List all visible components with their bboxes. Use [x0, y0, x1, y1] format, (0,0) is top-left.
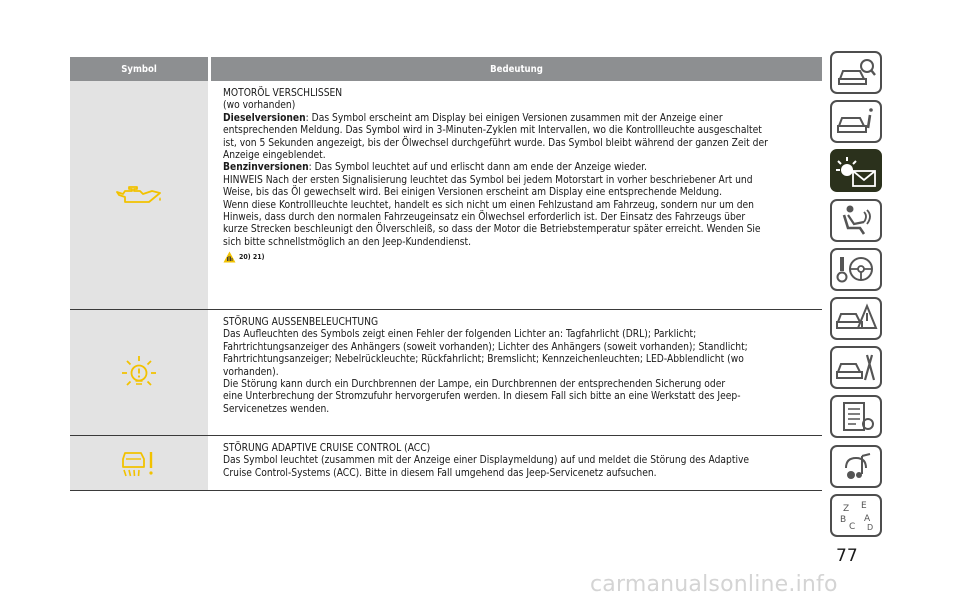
row-subtitle: (wo vorhanden) [223, 100, 296, 112]
svg-text:A: A [864, 514, 871, 525]
svg-text:B: B [840, 515, 847, 526]
tab-safety[interactable] [830, 199, 882, 242]
warning-light-message-icon [834, 153, 878, 189]
text-line: Servicenetzes wenden. [223, 403, 330, 415]
text-line: Fahrtrichtungsanzeiger des Anhängers (soweit vorhanden); Lichter des Anhängers (soweit vorhanden); Standlicht; [223, 341, 748, 353]
caution-hand-icon [223, 251, 236, 263]
alphabetical-index-icon [834, 497, 878, 533]
text-line: Fahrtrichtungsanzeiger; Nebelrückleuchte; Rückfahrlicht; Bremslicht; Kennzeichenleuchten; LED-Abblendlicht (wo [223, 354, 744, 366]
row-title: MOTORÖL VERSCHLISSEN [223, 88, 343, 99]
svg-text:C: C [849, 522, 856, 533]
page-number: 77 [836, 546, 858, 566]
text-line: : Das Symbol erscheint am Display bei einigen Versionen zusammen mit der Anzeige einer [305, 112, 723, 124]
car-warning-triangle-icon [834, 300, 878, 336]
engine-oil-can-icon [114, 184, 164, 206]
meaning-cell [208, 310, 822, 435]
technical-data-icon [834, 399, 878, 435]
table-header [70, 57, 822, 81]
table-row [70, 436, 822, 491]
car-search-icon [834, 55, 878, 91]
text-line: Die Störung kann durch ein Durchbrennen der Lampe, ein Durchbrennen der entsprechenden Sicherung oder [223, 379, 726, 391]
symbol-cell [70, 310, 208, 435]
tab-warning-lights[interactable] [830, 149, 882, 192]
symbol-cell [70, 81, 208, 309]
acc-fault-icon [121, 447, 157, 479]
warning-references [223, 251, 816, 263]
tab-emergency[interactable] [830, 297, 882, 340]
watermark: carmanualsonline.info [590, 572, 838, 597]
warning-lights-table [70, 57, 822, 491]
petrol-label: Benzinversionen [223, 162, 309, 174]
text-line: Weise, bis das Öl gewechselt wird. Bei einigen Versionen erscheint am Display eine entsprechende Meldung. [223, 187, 722, 199]
car-info-icon [834, 104, 878, 140]
text-line: Wenn diese Kontrollleuchte leuchtet, handelt es sich nicht um einen Fehlzustand am Fahrzeug, sondern nur um den [223, 199, 754, 211]
key-steering-wheel-icon [834, 251, 878, 287]
multimedia-icon [834, 448, 878, 484]
tab-index[interactable] [830, 494, 882, 537]
row-title: STÖRUNG ADAPTIVE CRUISE CONTROL (ACC) [223, 443, 431, 454]
table-row [70, 310, 822, 436]
row-title: STÖRUNG AUSSENBELEUCHTUNG [223, 317, 379, 328]
text-line: Cruise Control-Systems (ACC). Bitte in diesem Fall umgehend das Jeep-Servicenetz aufsuchen. [223, 467, 657, 479]
tab-car-info[interactable] [830, 100, 882, 143]
text-line: kurze Strecken beschleunigt den Ölverschleiß, so dass der Motor die Betriebstemperatur später erreicht. Wenden Sie [223, 224, 761, 236]
text-line: HINWEIS Nach der ersten Signalisierung leuchtet das Symbol bei jedem Motorstart in vorher beschriebener Art und [223, 174, 753, 186]
text-line: Das Symbol leuchtet (zusammen mit der Anzeige einer Displaymeldung) auf und meldet die Störung des Adaptive [223, 455, 750, 467]
text-line: : Das Symbol leuchtet auf und erlischt dann am ende der Anzeige wieder. [308, 162, 647, 174]
text-line: Hinweis, dass durch den normalen Fahrzeugeinsatz ein Ölwechsel erforderlich ist. Der Einsatz des Fahrzeugs über [223, 212, 746, 224]
text-line: Anzeige eingeblendet. [223, 150, 326, 162]
tab-technical-data[interactable] [830, 395, 882, 438]
text-line: entsprechenden Meldung. Das Symbol wird in 3-Minuten-Zyklen mit Intervallen, wo die Kontrollleuchte ausgeschaltet [223, 125, 762, 137]
chapter-tabs [830, 51, 882, 543]
tab-car-search[interactable] [830, 51, 882, 94]
text-line: ist, von 5 Sekunden angezeigt, bis der Ölwechsel durchgeführt wurde. Das Symbol bleibt während der ganzen Zeit der [223, 137, 768, 149]
diesel-label: Dieselversionen [223, 112, 306, 124]
tab-starting-driving[interactable] [830, 248, 882, 291]
text-line: eine Unterbrechung der Stromzufuhr hervorgerufen werden. In diesem Fall sich bitte an eine Werkstatt des Jeep- [223, 391, 741, 403]
symbol-cell [70, 436, 208, 490]
text-line: vorhanden). [223, 366, 279, 378]
exterior-light-fault-icon [119, 354, 159, 392]
table-row [70, 81, 822, 310]
svg-text:D: D [867, 523, 874, 533]
seat-airbag-icon [834, 202, 878, 238]
header-symbol: Symbol [121, 63, 157, 75]
car-tools-icon [834, 350, 878, 386]
svg-text:E: E [861, 501, 867, 512]
warning-refs: 20) 21) [239, 253, 265, 262]
text-line: sich bitte schnellstmöglich an den Jeep-Kundendienst. [223, 236, 472, 248]
meaning-cell [208, 436, 822, 490]
text-line: Das Aufleuchten des Symbols zeigt einen Fehler der folgenden Lichter an: Tagfahrlicht (DRL); Parklicht; [223, 329, 697, 341]
meaning-cell [208, 81, 822, 309]
tab-maintenance[interactable] [830, 346, 882, 389]
tab-multimedia[interactable] [830, 445, 882, 488]
svg-text:Z: Z [843, 504, 850, 515]
header-meaning: Bedeutung [208, 57, 822, 81]
